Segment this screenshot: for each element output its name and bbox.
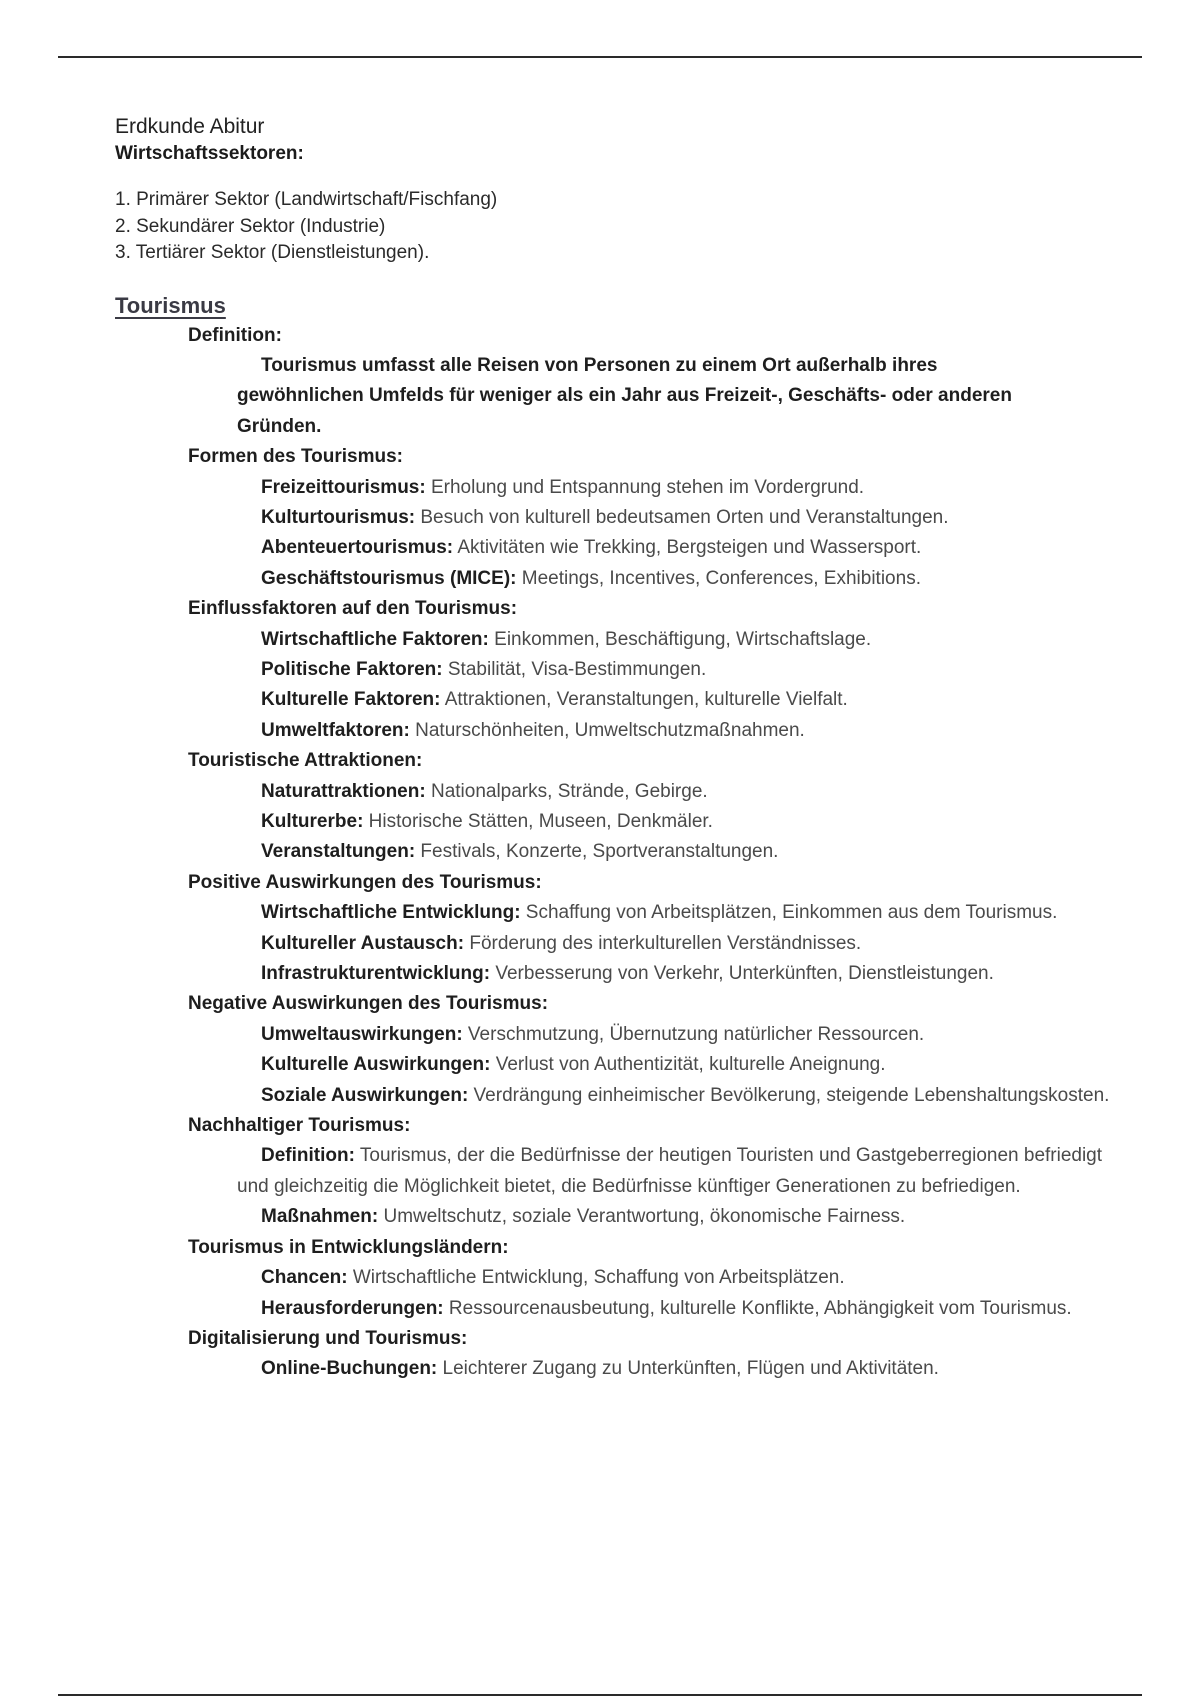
section-entry (237, 1081, 1117, 1111)
section-entry (237, 929, 1117, 959)
section-entry (237, 685, 1117, 715)
entry-term: Wirtschaftliche Entwicklung: (261, 902, 521, 924)
section-heading: Negative Auswirkungen des Tourismus: (188, 993, 549, 1015)
section-entry (237, 1050, 1117, 1080)
entry-description: Aktivitäten wie Trekking, Bergsteigen und Wassersport. (453, 537, 922, 559)
entry-term: Kultureller Austausch: (261, 932, 465, 954)
entry-term: Geschäftstourismus (MICE): (261, 567, 517, 589)
section-entry (237, 1354, 1117, 1384)
section-entry (237, 533, 1117, 563)
entry-term: Wirtschaftliche Faktoren: (261, 628, 489, 650)
entry-description: Historische Stätten, Museen, Denkmäler. (363, 811, 713, 832)
section-entry (237, 1263, 1117, 1293)
document-page (115, 113, 1115, 1385)
entry-term: Umweltauswirkungen: (261, 1023, 463, 1045)
entry-term: Maßnahmen: (261, 1206, 379, 1228)
section-heading: Touristische Attraktionen: (188, 750, 423, 772)
section-entry (237, 503, 1117, 533)
section-entry (237, 959, 1117, 989)
entry-description: Verlust von Authentizität, kulturelle Aneignung. (490, 1054, 886, 1076)
entry-term: Kulturelle Faktoren: (261, 689, 441, 711)
document-subtitle: Wirtschaftssektoren: (115, 143, 304, 164)
entry-description: Nationalparks, Strände, Gebirge. (425, 780, 708, 802)
entry-term: Infrastrukturentwicklung: (261, 963, 491, 985)
section-heading: Formen des Tourismus: (188, 446, 404, 468)
entry-description: Besuch von kulturell bedeutsamen Orten und Veranstaltungen. (415, 506, 949, 528)
section-entry (237, 564, 1117, 594)
sector-item: 2. Sekundärer Sektor (Industrie) (115, 215, 386, 237)
sector-item: 1. Primärer Sektor (Landwirtschaft/Fischfang) (115, 189, 498, 210)
entry-description: Naturschönheiten, Umweltschutzmaßnahmen. (409, 719, 805, 741)
entry-description: Festivals, Konzerte, Sportveranstaltungen. (415, 841, 779, 863)
section-heading: Nachhaltiger Tourismus: (188, 1115, 411, 1137)
entry-description: Ressourcenausbeutung, kulturelle Konflikte, Abhängigkeit vom Tourismus. (443, 1297, 1072, 1319)
definition-text: Tourismus umfasst alle Reisen von Personen zu einem Ort außerhalb ihres gewöhnlichen Umfelds für weniger als ein Jahr aus Freizeit-, Geschäfts- oder anderen Gründen. (237, 354, 1012, 437)
entry-term: Online-Buchungen: (261, 1358, 438, 1380)
section-heading: Einflussfaktoren auf den Tourismus: (188, 598, 518, 620)
section-entry (237, 625, 1117, 655)
entry-description: Verschmutzung, Übernutzung natürlicher Ressourcen. (462, 1023, 925, 1045)
section-entry (237, 1141, 1117, 1202)
entry-description: Schaffung von Arbeitsplätzen, Einkommen aus dem Tourismus. (520, 902, 1058, 924)
entry-description: Tourismus, der die Bedürfnisse der heutigen Touristen und Gastgeberregionen befriedigt und gleichzeitig die Möglichkeit bietet, die Bedürfnisse künftiger Generationen zu befriedigen. (237, 1145, 1103, 1197)
section-entry (237, 1294, 1117, 1324)
section-entry (237, 1202, 1117, 1232)
section-entry (237, 777, 1117, 807)
definition-heading: Definition: (188, 324, 282, 346)
entry-term: Chancen: (261, 1267, 348, 1289)
section-heading: Positive Auswirkungen des Tourismus: (188, 871, 542, 893)
section-entry (237, 655, 1117, 685)
section-entry (237, 807, 1117, 837)
entry-term: Politische Faktoren: (261, 658, 443, 680)
entry-term: Veranstaltungen: (261, 841, 416, 863)
bottom-divider (58, 1694, 1142, 1696)
entry-term: Definition: (261, 1145, 355, 1167)
entry-term: Abenteuertourismus: (261, 537, 454, 559)
tourism-heading: Tourismus (115, 292, 226, 318)
document-title: Erdkunde Abitur (115, 115, 265, 138)
entry-description: Förderung des interkulturellen Verständnisses. (464, 932, 862, 954)
sector-list (115, 187, 1115, 267)
section-entry (237, 898, 1117, 928)
entry-description: Attraktionen, Veranstaltungen, kulturelle Vielfalt. (440, 689, 848, 711)
entry-description: Verdrängung einheimischer Bevölkerung, steigende Lebenshaltungskosten. (468, 1084, 1110, 1106)
entry-term: Umweltfaktoren: (261, 719, 410, 741)
section-entry (237, 1020, 1117, 1050)
entry-description: Erholung und Entspannung stehen im Vordergrund. (425, 476, 865, 498)
entry-term: Herausforderungen: (261, 1297, 444, 1319)
section-entry (237, 837, 1117, 867)
top-divider (58, 56, 1142, 58)
entry-description: Einkommen, Beschäftigung, Wirtschaftslage. (488, 628, 872, 650)
section-entry (237, 716, 1117, 746)
entry-term: Kulturerbe: (261, 811, 364, 832)
entry-term: Freizeittourismus: (261, 476, 426, 498)
sector-item: 3. Tertiärer Sektor (Dienstleistungen). (115, 242, 430, 263)
entry-term: Kulturelle Auswirkungen: (261, 1054, 491, 1076)
section-heading: Digitalisierung und Tourismus: (188, 1327, 468, 1349)
section-entry (237, 473, 1117, 503)
entry-description: Wirtschaftliche Entwicklung, Schaffung von Arbeitsplätzen. (347, 1267, 845, 1289)
section-heading: Tourismus in Entwicklungsländern: (188, 1236, 509, 1258)
entry-description: Umweltschutz, soziale Verantwortung, ökonomische Fairness. (378, 1206, 906, 1228)
entry-description: Stabilität, Visa-Bestimmungen. (442, 658, 707, 680)
entry-term: Soziale Auswirkungen: (261, 1084, 469, 1106)
tourism-sections (115, 442, 1115, 1385)
entry-description: Meetings, Incentives, Conferences, Exhibitions. (516, 567, 921, 589)
entry-term: Naturattraktionen: (261, 780, 426, 802)
entry-description: Verbesserung von Verkehr, Unterkünften, Dienstleistungen. (490, 963, 994, 985)
entry-description: Leichterer Zugang zu Unterkünften, Flügen und Aktivitäten. (437, 1358, 939, 1380)
entry-term: Kulturtourismus: (261, 506, 416, 528)
